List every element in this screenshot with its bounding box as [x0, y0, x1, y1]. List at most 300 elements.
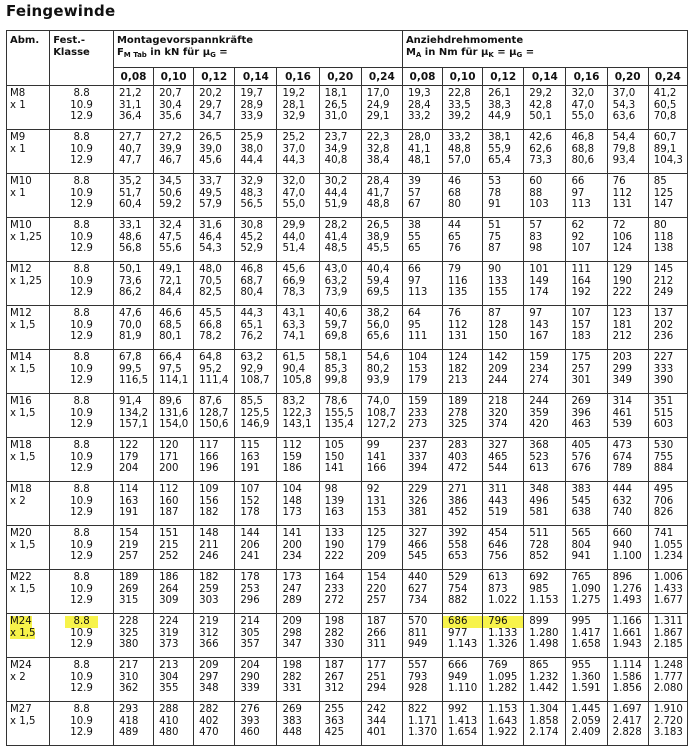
mu-header-0: 0,08 — [113, 68, 153, 86]
value-line: 28,4 — [366, 176, 390, 187]
value-line: 2.720 — [653, 715, 683, 727]
value-line: 76 — [612, 176, 626, 187]
klasse-cell — [50, 350, 114, 394]
value-cell — [648, 174, 687, 218]
value-line: 1.654 — [448, 727, 478, 739]
value-line: 174 — [529, 287, 549, 299]
value-line: 247 — [282, 583, 302, 595]
value-cell — [483, 218, 524, 262]
value-line: 344 — [366, 715, 387, 727]
value-line: 985 — [529, 583, 549, 595]
value-line: 187 — [159, 507, 179, 519]
value-cell — [319, 262, 361, 306]
value-line: 125,5 — [240, 407, 270, 419]
value-cell — [235, 262, 277, 306]
value-cell — [443, 130, 483, 174]
value-line: 756 — [488, 551, 508, 563]
abm-cell — [7, 702, 50, 746]
value-line: 222 — [612, 287, 633, 299]
value-line: 137 — [653, 308, 674, 319]
value-line: 452 — [448, 507, 468, 519]
value-cell — [566, 350, 607, 394]
value-line: 93,9 — [366, 375, 390, 387]
value-cell — [154, 394, 194, 438]
value-line: 632 — [612, 495, 633, 507]
value-line: 257 — [366, 595, 387, 607]
klasse-line: 8.8 — [73, 176, 90, 187]
value-line: 33,2 — [407, 111, 431, 123]
value-line: 113 — [407, 287, 428, 299]
value-line: 87,6 — [199, 396, 222, 407]
value-cell — [277, 174, 319, 218]
value-line: 60,4 — [118, 199, 142, 211]
value-line: 20,7 — [159, 88, 182, 99]
value-cell — [319, 570, 361, 614]
value-line: 196 — [199, 463, 219, 475]
value-line: 66 — [571, 176, 585, 187]
value-cell — [361, 174, 402, 218]
abm-line: x 1,25 — [10, 275, 42, 287]
value-cell — [607, 438, 648, 482]
value-cell — [113, 394, 153, 438]
value-line: 25,9 — [240, 132, 263, 143]
abm-line: M24 — [10, 616, 32, 627]
value-line: 884 — [653, 463, 674, 475]
value-line: 298 — [282, 627, 302, 639]
klasse-line: 10.9 — [70, 363, 93, 375]
value-line: 47,6 — [118, 308, 142, 319]
klasse-line: 10.9 — [70, 495, 93, 507]
value-line: 123 — [612, 308, 633, 319]
value-cell — [607, 482, 648, 526]
value-line: 38,2 — [366, 308, 390, 319]
value-cell — [607, 350, 648, 394]
value-line: 311 — [488, 484, 508, 495]
value-line: 363 — [324, 715, 345, 727]
value-line: 142 — [488, 352, 508, 363]
value-line: 64,8 — [199, 352, 222, 363]
value-cell — [277, 570, 319, 614]
klasse-line: 10.9 — [70, 407, 93, 419]
value-cell — [361, 394, 402, 438]
value-cell — [235, 174, 277, 218]
value-line: 1.143 — [448, 639, 478, 651]
value-cell — [194, 130, 235, 174]
value-line: 48,5 — [324, 243, 348, 255]
value-cell — [319, 702, 361, 746]
value-line: 166 — [366, 463, 387, 475]
value-line: 444 — [612, 484, 633, 495]
klasse-line: 12.9 — [70, 243, 93, 255]
value-line: 124 — [612, 243, 633, 255]
abm-line: x 1,5 — [10, 715, 36, 727]
mu-header-4: 0,16 — [277, 68, 319, 86]
value-line: 89,6 — [159, 396, 182, 407]
value-line: 237 — [407, 440, 428, 451]
value-line: 111 — [407, 331, 428, 343]
value-cell — [277, 350, 319, 394]
value-cell — [566, 218, 607, 262]
value-line: 1.153 — [488, 704, 518, 715]
abm-cell — [7, 438, 50, 482]
value-cell — [402, 658, 442, 702]
klasse-cell — [50, 306, 114, 350]
value-line: 1.280 — [529, 627, 559, 639]
value-line: 241 — [240, 551, 260, 563]
value-line: 200 — [159, 463, 179, 475]
value-line: 87 — [488, 243, 502, 255]
abm-cell — [7, 526, 50, 570]
klasse-line: 10.9 — [70, 539, 93, 551]
value-line: 55,0 — [571, 111, 595, 123]
value-line: 159 — [407, 396, 428, 407]
value-line: 1.370 — [407, 727, 438, 739]
value-cell — [483, 702, 524, 746]
value-cell — [524, 174, 566, 218]
value-line: 530 — [653, 440, 674, 451]
value-line: 138 — [653, 243, 674, 255]
value-cell — [113, 438, 153, 482]
value-line: 114,1 — [159, 375, 189, 387]
value-line: 57,0 — [448, 155, 471, 167]
value-line: 326 — [407, 495, 428, 507]
value-line: 200 — [282, 539, 302, 551]
value-line: 95 — [407, 319, 421, 331]
value-line: 309 — [159, 595, 179, 607]
value-line: 104 — [407, 352, 428, 363]
value-line: 366 — [199, 639, 219, 651]
value-line: 32,8 — [366, 143, 390, 155]
value-line: 496 — [529, 495, 549, 507]
value-line: 66,4 — [159, 352, 182, 363]
abm-line: x 2 — [10, 671, 26, 683]
value-cell — [483, 86, 524, 130]
value-line: 36,4 — [118, 111, 142, 123]
value-line: 282 — [282, 671, 302, 683]
value-cell — [483, 394, 524, 438]
value-line: 1.234 — [653, 551, 683, 563]
klasse-line: 12.9 — [70, 595, 93, 607]
value-line: 175 — [571, 352, 591, 363]
value-line: 67 — [407, 199, 421, 211]
value-line: 166 — [199, 451, 219, 463]
value-line: 754 — [448, 583, 468, 595]
value-cell — [443, 218, 483, 262]
value-line: 252 — [159, 551, 179, 563]
value-line: 152 — [240, 495, 260, 507]
value-line: 466 — [407, 539, 428, 551]
value-line: 68 — [448, 187, 462, 199]
value-line: 941 — [571, 551, 591, 563]
value-line: 646 — [488, 539, 508, 551]
value-cell — [607, 174, 648, 218]
value-cell — [524, 526, 566, 570]
value-line: 529 — [448, 572, 468, 583]
value-line: 362 — [118, 683, 139, 695]
value-line: 44 — [448, 220, 462, 231]
value-line: 42,8 — [529, 99, 552, 111]
value-line: 60,5 — [653, 99, 677, 111]
klasse-line: 12.9 — [70, 727, 93, 739]
value-line: 91,4 — [118, 396, 142, 407]
value-line: 992 — [448, 704, 468, 715]
value-line: 84,4 — [159, 287, 182, 299]
value-cell — [483, 174, 524, 218]
value-line: 73,9 — [324, 287, 348, 299]
abm-line: M24 — [10, 660, 32, 671]
mu-header-11: 0,16 — [566, 68, 607, 86]
value-line: 1.922 — [488, 727, 518, 739]
value-cell — [443, 702, 483, 746]
value-line: 70,0 — [118, 319, 142, 331]
value-cell — [361, 130, 402, 174]
value-line: 319 — [159, 627, 179, 639]
value-line: 155,5 — [324, 407, 354, 419]
value-line: 1.591 — [571, 683, 601, 695]
value-cell — [607, 614, 648, 658]
abm-line: x 1 — [10, 99, 26, 111]
value-line: 278 — [448, 407, 468, 419]
value-line: 89,1 — [653, 143, 677, 155]
value-cell — [443, 438, 483, 482]
value-line: 192 — [571, 287, 591, 299]
value-cell — [277, 482, 319, 526]
value-line: 638 — [571, 507, 591, 519]
value-line: 61,5 — [282, 352, 306, 363]
klasse-line: 10.9 — [70, 451, 93, 463]
value-line: 666 — [448, 660, 468, 671]
value-line: 120 — [159, 440, 179, 451]
value-line: 79 — [448, 264, 462, 275]
value-line: 82,5 — [199, 287, 222, 299]
value-line: 178 — [240, 572, 260, 583]
value-line: 1.275 — [571, 595, 601, 607]
value-line: 1.777 — [653, 671, 683, 683]
value-line: 54,6 — [366, 352, 390, 363]
value-cell — [524, 306, 566, 350]
value-line: 1.248 — [653, 660, 683, 671]
value-line: 133 — [488, 275, 508, 287]
value-line: 1.006 — [653, 572, 683, 583]
value-line: 33,1 — [118, 220, 142, 231]
value-line: 87 — [488, 308, 502, 319]
value-line: 153 — [366, 507, 387, 519]
header-klasse-line1: Fest.- — [53, 35, 86, 46]
value-cell — [235, 86, 277, 130]
header-montage — [113, 31, 402, 68]
value-line: 1.643 — [488, 715, 518, 727]
value-cell — [648, 130, 687, 174]
klasse-line: 8.8 — [65, 616, 98, 628]
value-line: 613 — [529, 463, 549, 475]
value-line: 75 — [488, 231, 502, 243]
value-line: 882 — [448, 595, 468, 607]
abm-line: M16 — [10, 396, 32, 407]
table-row — [7, 262, 688, 306]
value-line: 17,0 — [366, 88, 390, 99]
value-cell — [566, 702, 607, 746]
value-cell — [402, 394, 442, 438]
value-line: 113 — [571, 199, 591, 211]
value-line: 139 — [324, 495, 345, 507]
value-line: 29,9 — [282, 220, 306, 231]
value-line: 206 — [240, 539, 260, 551]
klasse-cell — [50, 570, 114, 614]
value-line: 480 — [159, 727, 179, 739]
value-line: 448 — [282, 727, 302, 739]
header-klasse — [50, 31, 114, 86]
value-line: 153 — [407, 363, 428, 375]
value-line: 44,9 — [488, 111, 511, 123]
value-line: 63,2 — [240, 352, 263, 363]
value-line: 1.658 — [571, 639, 601, 651]
value-line: 104 — [282, 484, 302, 495]
value-line: 219 — [118, 539, 139, 551]
value-cell — [113, 702, 153, 746]
value-line: 34,7 — [199, 111, 222, 123]
abm-line: x 1,5 — [10, 451, 36, 463]
value-line: 1.055 — [653, 539, 683, 551]
value-cell — [402, 614, 442, 658]
value-cell — [566, 174, 607, 218]
value-line: 178 — [240, 507, 260, 519]
value-line: 39 — [407, 176, 421, 187]
abm-line: M8 — [10, 88, 26, 99]
value-cell — [235, 614, 277, 658]
value-line: 293 — [118, 704, 139, 715]
value-line: 151 — [159, 528, 179, 539]
value-line: 28,4 — [407, 99, 431, 111]
value-line: 80,1 — [159, 331, 182, 343]
value-line: 274 — [529, 375, 549, 387]
value-cell — [235, 482, 277, 526]
value-cell — [235, 350, 277, 394]
value-line: 125 — [366, 528, 387, 539]
value-line: 111,4 — [199, 375, 229, 387]
value-cell — [566, 262, 607, 306]
value-line: 145 — [653, 264, 674, 275]
value-line: 269 — [118, 583, 139, 595]
mu-header-7: 0,08 — [402, 68, 442, 86]
value-line: 51,7 — [118, 187, 142, 199]
value-cell — [235, 438, 277, 482]
value-cell — [154, 614, 194, 658]
value-line: 74,0 — [366, 396, 390, 407]
value-line: 266 — [366, 627, 387, 639]
value-line: 63,3 — [282, 319, 306, 331]
value-line: 315 — [118, 595, 139, 607]
value-line: 706 — [653, 495, 674, 507]
value-line: 181 — [612, 319, 633, 331]
value-line: 44,4 — [240, 155, 263, 167]
value-cell — [402, 86, 442, 130]
value-line: 793 — [407, 671, 428, 683]
value-line: 59,2 — [159, 199, 182, 211]
value-line: 40,6 — [324, 308, 348, 319]
value-cell — [113, 570, 153, 614]
value-line: 50,6 — [159, 187, 182, 199]
abm-line: M14 — [10, 352, 32, 363]
value-line: 1.858 — [529, 715, 559, 727]
value-line: 167 — [529, 331, 549, 343]
value-cell — [524, 614, 566, 658]
value-cell — [113, 482, 153, 526]
abm-cell — [7, 306, 50, 350]
value-line: 311 — [366, 639, 387, 651]
value-line: 276 — [240, 704, 260, 715]
value-line: 463 — [571, 419, 591, 431]
value-line: 44,3 — [240, 308, 263, 319]
klasse-line: 10.9 — [70, 275, 93, 287]
value-cell — [319, 86, 361, 130]
value-line: 288 — [159, 704, 179, 715]
value-line: 55,6 — [159, 243, 182, 255]
value-cell — [443, 306, 483, 350]
klasse-line: 8.8 — [73, 440, 90, 451]
value-cell — [154, 438, 194, 482]
value-line: 70,5 — [199, 275, 222, 287]
value-line: 1.360 — [571, 671, 601, 683]
value-line: 1.943 — [612, 639, 642, 651]
abm-cell — [7, 658, 50, 702]
value-line: 515 — [653, 407, 674, 419]
value-line: 32,9 — [282, 111, 306, 123]
value-line: 1.417 — [571, 627, 601, 639]
value-cell — [566, 130, 607, 174]
value-line: 269 — [571, 396, 591, 407]
value-line: 107 — [571, 308, 591, 319]
klasse-line: 8.8 — [73, 396, 90, 407]
abm-line: M9 — [10, 132, 26, 143]
value-line: 405 — [571, 440, 591, 451]
value-cell — [194, 482, 235, 526]
value-cell — [443, 570, 483, 614]
value-line: 131,6 — [159, 407, 189, 419]
value-line: 144 — [240, 528, 260, 539]
value-line: 21,2 — [118, 88, 142, 99]
value-line: 190 — [324, 539, 345, 551]
klasse-line: 10.9 — [70, 143, 93, 155]
value-line: 212 — [653, 275, 674, 287]
value-line: 653 — [448, 551, 468, 563]
value-cell — [566, 614, 607, 658]
value-line: 22,8 — [448, 88, 471, 99]
value-cell — [443, 350, 483, 394]
value-line: 211 — [199, 539, 219, 551]
value-line: 189 — [448, 396, 468, 407]
value-line: 1.110 — [448, 683, 478, 695]
value-line: 112 — [612, 187, 633, 199]
value-cell — [648, 658, 687, 702]
value-line: 233 — [407, 407, 428, 419]
value-line: 461 — [612, 407, 633, 419]
value-line: 155 — [488, 287, 508, 299]
value-line: 1.867 — [653, 627, 683, 639]
value-line: 325 — [118, 627, 139, 639]
value-cell — [235, 526, 277, 570]
value-line: 33,9 — [240, 111, 263, 123]
value-line: 186 — [282, 463, 302, 475]
value-line: 48,3 — [240, 187, 263, 199]
value-line: 899 — [529, 616, 549, 627]
abm-line: x 1,5 — [10, 363, 36, 375]
value-line: 91 — [488, 199, 502, 211]
value-line: 282 — [324, 627, 345, 639]
value-line: 69,8 — [324, 331, 348, 343]
klasse-line: 10.9 — [70, 715, 93, 727]
mu-header-13: 0,24 — [648, 68, 687, 86]
value-cell — [402, 130, 442, 174]
